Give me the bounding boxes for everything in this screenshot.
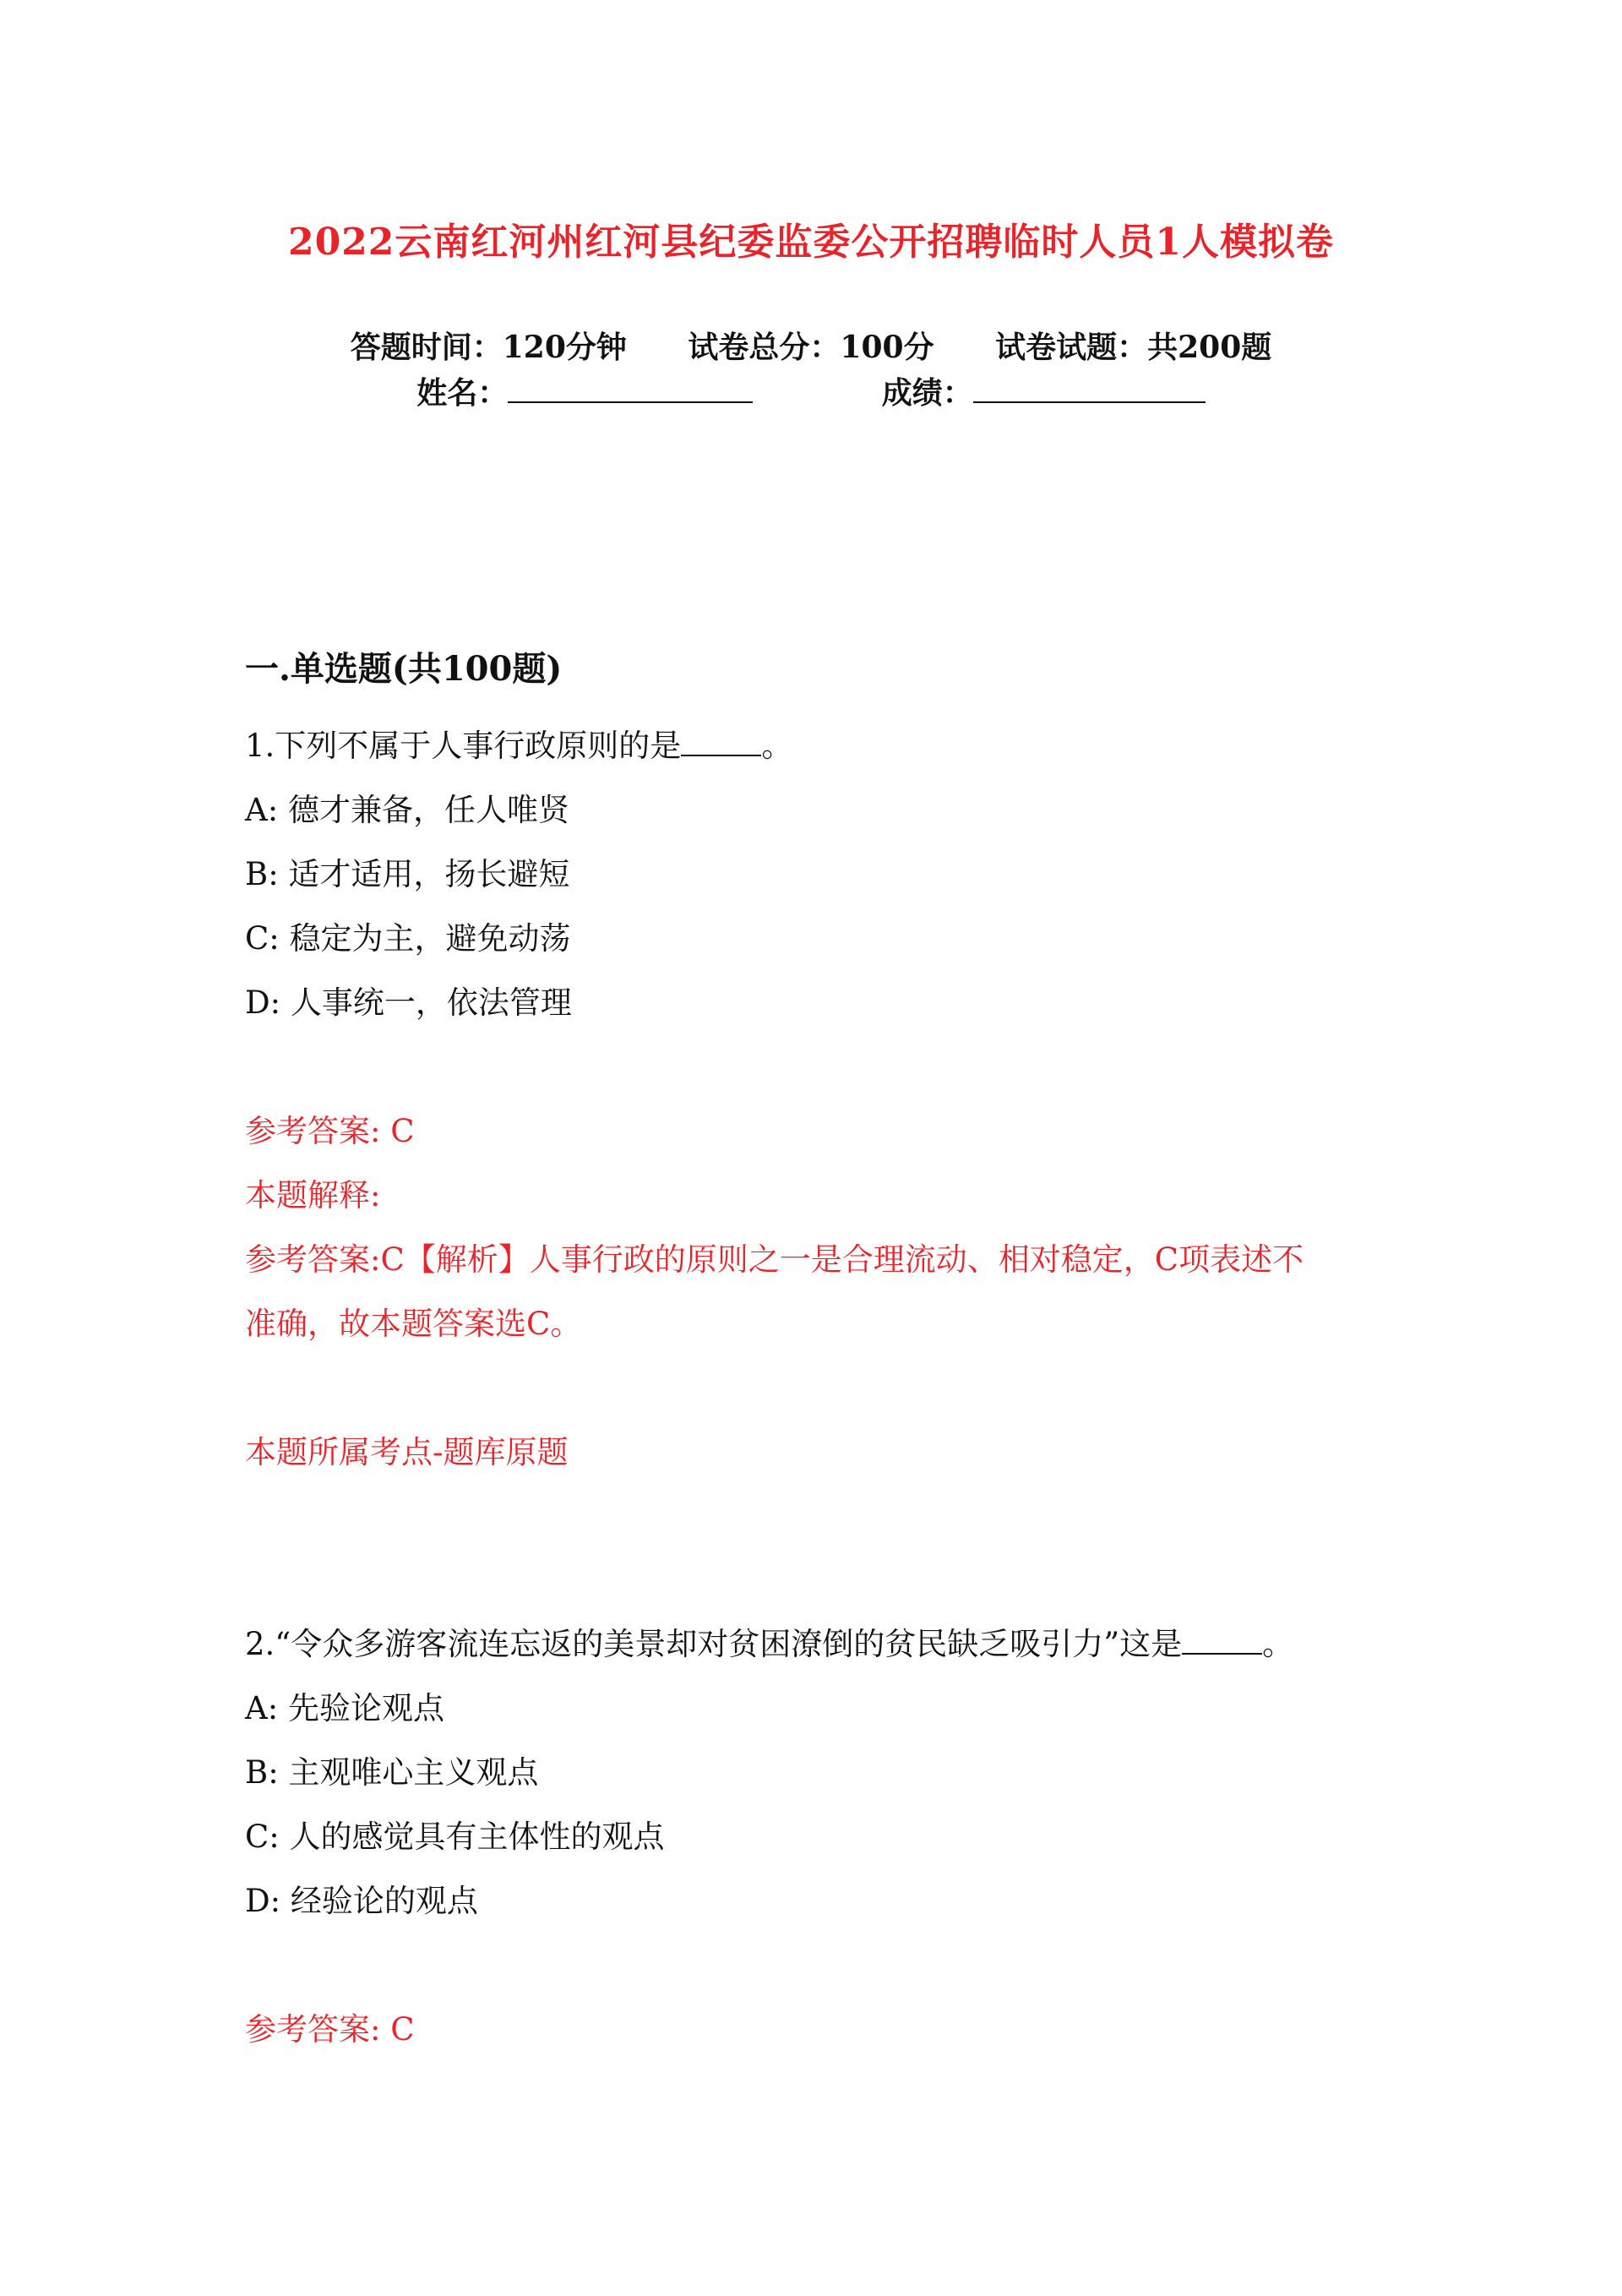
answer-blank	[1182, 1629, 1262, 1655]
exam-time: 答题时间：120分钟	[350, 330, 627, 365]
question-2-answer: 参考答案: C	[245, 2011, 415, 2048]
question-2-stem	[245, 1618, 1293, 1664]
name-blank	[508, 376, 753, 403]
exam-title: 2022云南红河州红河县纪委监委公开招聘临时人员1人模拟卷	[287, 221, 1335, 264]
question-1-stem	[245, 720, 792, 766]
question-1-option-b: B: 适才适用，扬长避短	[245, 856, 570, 892]
name-field	[416, 369, 753, 412]
question-1-answer: 参考答案: C	[245, 1113, 415, 1149]
question-stem-text: 1.下列不属于人事行政原则的是	[245, 728, 682, 764]
question-1-option-a: A: 德才兼备，任人唯贤	[245, 792, 569, 828]
exam-candidate-row	[0, 369, 1622, 412]
grade-label: 成绩：	[881, 375, 973, 411]
question-1-option-d: D: 人事统一，依法管理	[245, 984, 572, 1021]
question-1-explanation-line-1: 参考答案:C【解析】人事行政的原则之一是合理流动、相对稳定，C项表述不	[245, 1241, 1304, 1278]
question-1-source: 本题所属考点-题库原题	[245, 1434, 569, 1470]
section-title: 一.单选题(共100题)	[245, 649, 563, 689]
question-2-option-a: A: 先验论观点	[245, 1690, 444, 1726]
question-2-option-c: C: 人的感觉具有主体性的观点	[245, 1819, 665, 1855]
grade-field	[882, 369, 1206, 412]
question-1-explanation-label: 本题解释:	[245, 1177, 381, 1213]
name-label: 姓名：	[416, 375, 509, 411]
question-stem-text: 2.“令众多游客流连忘返的美景却对贫困潦倒的贫民缺乏吸引力”这是	[245, 1626, 1183, 1662]
exam-question-count: 试卷试题：共200题	[995, 330, 1272, 365]
question-1-option-c: C: 稳定为主，避免动荡	[245, 920, 571, 957]
exam-total-score: 试卷总分：100分	[688, 330, 934, 365]
question-stem-end: 。	[1262, 1626, 1294, 1662]
grade-blank	[973, 376, 1206, 403]
question-2-option-d: D: 经验论的观点	[245, 1883, 478, 1919]
answer-blank	[681, 731, 761, 756]
question-stem-end: 。	[761, 728, 793, 764]
question-2-option-b: B: 主观唯心主义观点	[245, 1754, 539, 1791]
question-1-explanation-line-2: 准确，故本题答案选C。	[245, 1306, 582, 1342]
exam-meta-row	[0, 324, 1622, 367]
